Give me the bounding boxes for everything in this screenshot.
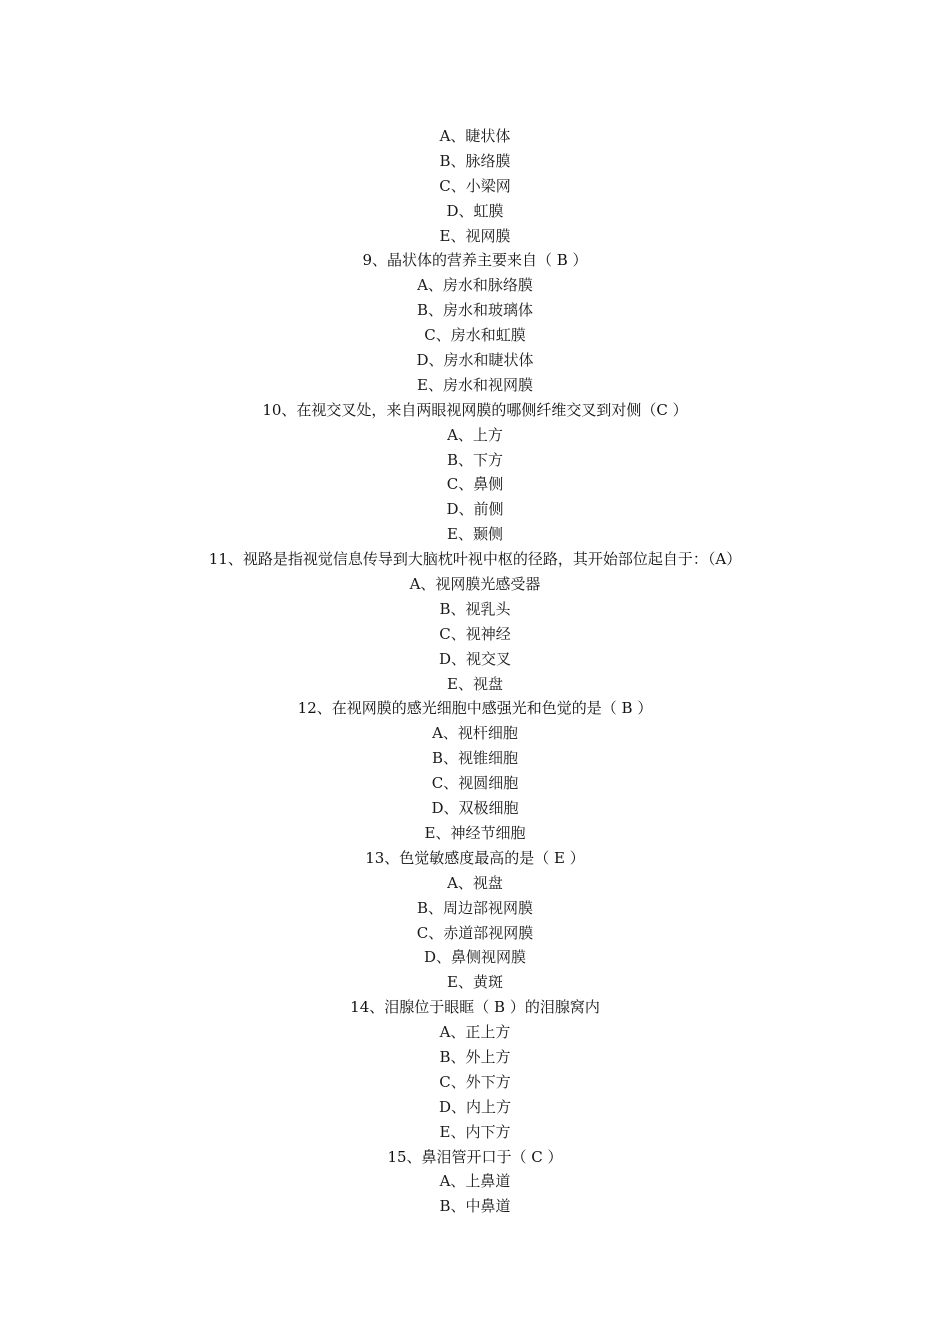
question-line: 15、鼻泪管开口于（ C ） [387,1147,563,1166]
option-line: D、虹膜 [446,201,504,220]
option-line: A、视网膜光感受器 [409,575,541,594]
option-line: E、颞侧 [447,525,503,544]
option-line: D、视交叉 [438,649,512,668]
option-line: E、视网膜 [439,226,511,245]
option-line: C、视圆细胞 [431,774,519,793]
option-line: B、房水和玻璃体 [416,301,534,320]
option-line: E、房水和视网膜 [417,375,533,394]
question-line: 10、在视交叉处，来自两眼视网膜的哪侧纤维交叉到对侧（C ） [262,400,688,419]
option-line: A、视杆细胞 [432,724,518,743]
option-line: C、赤道部视网膜 [416,923,534,942]
option-line: B、视锥细胞 [431,749,519,768]
option-line: E、内下方 [439,1122,511,1141]
option-line: C、鼻侧 [446,475,504,494]
option-line: A、睫状体 [439,127,511,145]
question-line: 11、视路是指视觉信息传导到大脑枕叶视中枢的径路，其开始部位起自于：（A） [208,550,742,569]
option-line: D、双极细胞 [431,799,519,818]
question-line: 12、在视网膜的感光细胞中感强光和色觉的是（ B ） [297,699,653,718]
option-line: C、视神经 [439,624,511,643]
document-page [0,124,950,1219]
option-line: B、周边部视网膜 [416,898,534,917]
option-line: A、正上方 [439,1023,511,1042]
question-line: 13、色觉敏感度最高的是（ E ） [365,848,585,867]
option-line: E、视盘 [447,674,503,693]
option-line: D、前侧 [446,500,504,519]
option-line: E、神经节细胞 [424,823,526,842]
option-line: B、视乳头 [439,599,511,618]
option-line: C、房水和虹膜 [424,326,526,345]
option-line: A、视盘 [447,873,503,892]
option-line: D、内上方 [438,1097,512,1116]
option-line: A、上方 [447,425,503,444]
option-line: C、小梁网 [439,176,511,195]
question-line: 14、泪腺位于眼眶（ B ）的泪腺窝内 [350,998,600,1017]
option-line: B、中鼻道 [439,1197,511,1216]
option-line: B、脉络膜 [439,151,511,170]
option-line: B、下方 [446,450,504,469]
option-line: E、黄斑 [447,973,503,992]
question-line: 9、晶状体的营养主要来自（ B ） [362,251,588,270]
option-line: A、上鼻道 [439,1172,511,1191]
option-line: C、外下方 [439,1072,511,1091]
option-line: D、鼻侧视网膜 [423,948,527,967]
option-line: A、房水和脉络膜 [417,276,533,295]
option-line: D、房水和睫状体 [416,351,534,370]
option-line: B、外上方 [439,1047,511,1066]
